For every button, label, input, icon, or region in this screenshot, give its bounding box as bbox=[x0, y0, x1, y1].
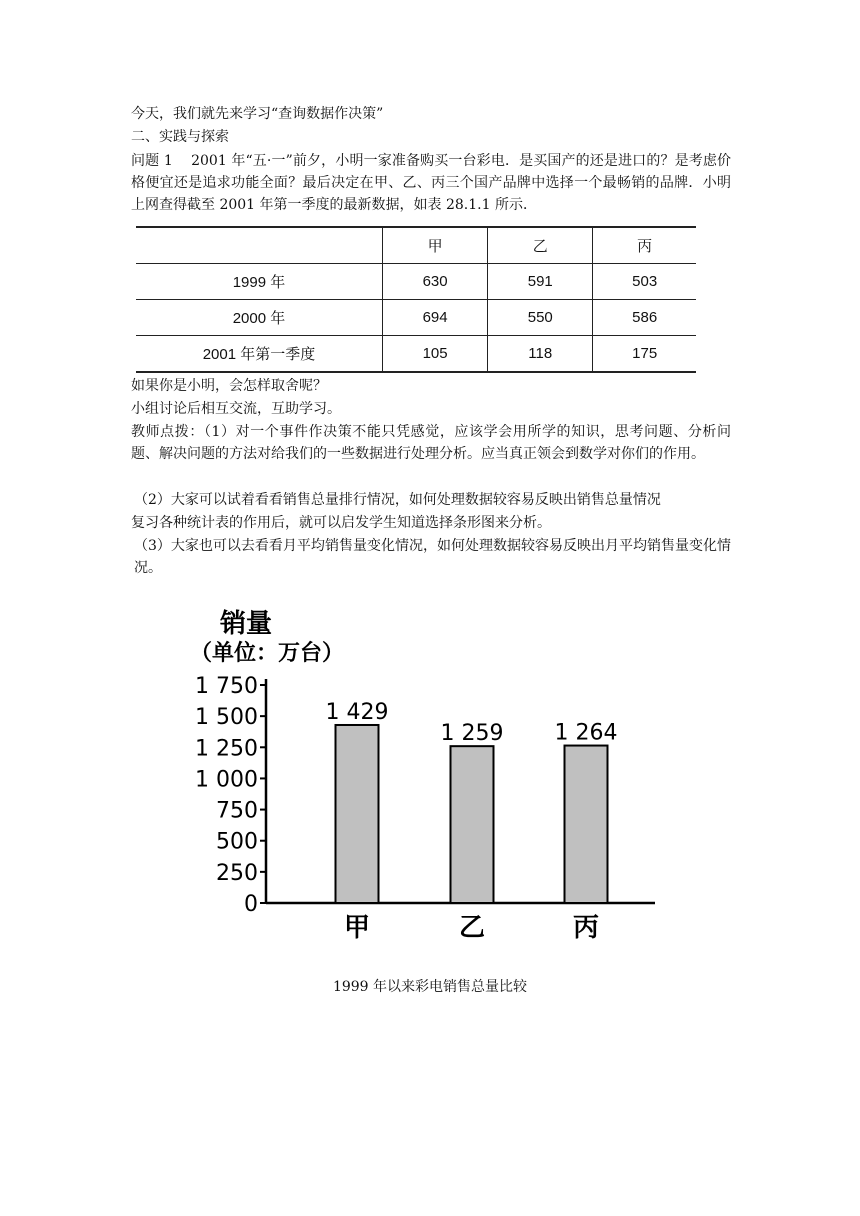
x-tick-label: 丙 bbox=[572, 913, 600, 943]
section-heading: 二、实践与探索 bbox=[131, 129, 229, 145]
bar bbox=[565, 746, 608, 903]
table-cell: 550 bbox=[488, 300, 593, 336]
bar bbox=[451, 746, 494, 903]
chart-bars bbox=[326, 700, 618, 943]
table-cell: 591 bbox=[488, 264, 593, 300]
table-cell: 105 bbox=[383, 336, 488, 373]
intro-line: 今天，我们就先来学习“查询数据作决策” bbox=[131, 106, 384, 122]
table-cell: 503 bbox=[593, 264, 696, 300]
table-cell: 1999 年 bbox=[232, 274, 286, 291]
chart-caption: 1999 年以来彩电销售总量比较 bbox=[332, 979, 528, 995]
x-tick-label: 乙 bbox=[458, 913, 486, 943]
y-axis-title: 销量 bbox=[220, 609, 273, 639]
sales-table bbox=[136, 226, 696, 373]
problem-paragraph: 问题 1 2001 年“五·一”前夕，小明一家准备购买一台彩电．是买国产的还是进口的？是考虑价格便宜还是追求功能全面？最后决定在甲、乙、丙三个国产品牌中选择一个最畅销的品牌．小明上网查得截至 2001 年第一季度的最新数据，如表 28.1.1 所示． bbox=[131, 153, 731, 213]
discussion-line: 小组讨论后相互交流，互助学习。 bbox=[131, 401, 341, 417]
table-header-cell bbox=[136, 227, 383, 264]
point-3: （3）大家也可以去看看月平均销售量变化情况，如何处理数据较容易反映出月平均销售量变化情况。 bbox=[134, 538, 731, 576]
y-tick-label: 1 250 bbox=[195, 736, 258, 762]
y-axis-unit: （单位：万台） bbox=[190, 641, 345, 666]
point-2: （2）大家可以试着看看销售总量排行情况，如何处理数据较容易反映出销售总量情况 bbox=[134, 492, 661, 508]
y-tick-label: 1 750 bbox=[195, 674, 258, 699]
review-line: 复习各种统计表的作用后，就可以启发学生知道选择条形图来分析。 bbox=[131, 515, 551, 531]
y-tick-label: 250 bbox=[216, 860, 258, 886]
y-tick-label: 0 bbox=[244, 892, 258, 917]
table-row bbox=[136, 336, 696, 373]
y-tick-label: 500 bbox=[216, 829, 258, 855]
table-cell: 2001 年第一季度 bbox=[202, 346, 316, 363]
question-line: 如果你是小明，会怎样取舍呢？ bbox=[131, 378, 327, 394]
table-header-row bbox=[136, 227, 696, 264]
table-header-cell: 丙 bbox=[593, 227, 696, 264]
table-header-cell: 甲 bbox=[383, 227, 488, 264]
bar-value-label: 1 259 bbox=[440, 721, 504, 747]
y-tick-label: 1 500 bbox=[195, 705, 258, 731]
sales-bar-chart bbox=[190, 600, 670, 945]
y-tick-label: 1 000 bbox=[195, 767, 258, 793]
table-cell: 2000 年 bbox=[232, 310, 286, 327]
table-cell: 694 bbox=[383, 300, 488, 336]
bar-value-label: 1 264 bbox=[554, 720, 618, 746]
bar-value-label: 1 429 bbox=[325, 699, 389, 725]
y-tick-label: 750 bbox=[216, 798, 258, 824]
table-cell: 586 bbox=[593, 300, 696, 336]
table-cell: 630 bbox=[383, 264, 488, 300]
table-header-cell: 乙 bbox=[488, 227, 593, 264]
bar bbox=[336, 725, 379, 903]
table-cell: 175 bbox=[593, 336, 696, 373]
teacher-guidance: 教师点拨：（1）对一个事件作决策不能只凭感觉，应该学会用所学的知识，思考问题、分析问题、解决问题的方法对给我们的一些数据进行处理分析。应当真正领会到数学对你们的作用。 bbox=[131, 424, 731, 462]
table-row bbox=[136, 264, 696, 300]
x-tick-label: 甲 bbox=[343, 913, 371, 943]
table-row bbox=[136, 300, 696, 336]
table-cell: 118 bbox=[488, 336, 593, 373]
